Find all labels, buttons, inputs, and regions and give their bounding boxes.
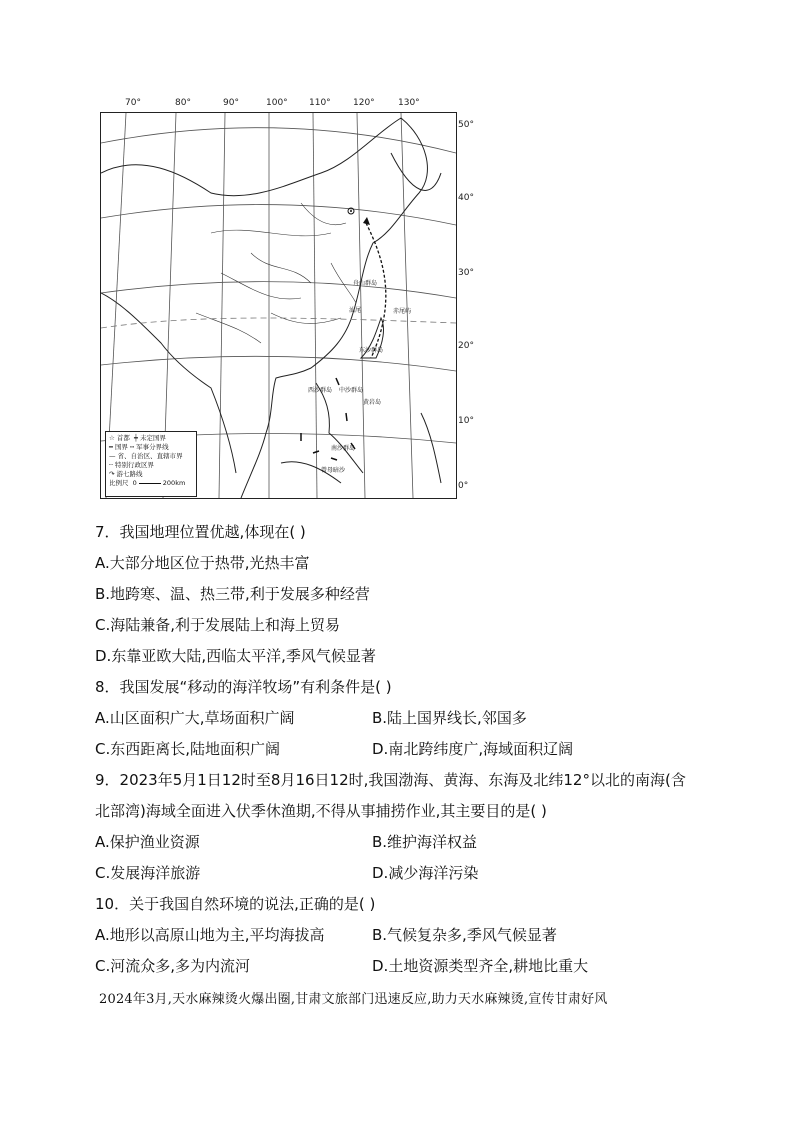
question-number: 8． [95,678,120,696]
legend-route: 游七路线 [116,470,143,478]
question-text: 我国地理位置优越,体现在( ) [119,523,306,541]
label-zhongsha: 中沙群岛 [339,387,364,394]
longitude-label: 90° [223,98,239,108]
military-line-icon: ┅ [130,443,134,451]
label-huangyan: 黄岩岛 [363,399,382,406]
map-legend [105,431,197,497]
longitude-label: 130° [398,98,420,108]
latitude-label: 40° [458,193,474,203]
longitude-label: 80° [175,98,191,108]
legend-provincial-border: 省、自治区、直辖市界 [117,452,183,460]
question-7 [95,522,306,542]
question-text: 我国发展“移动的海洋牧场”有利条件是( ) [119,678,392,696]
latitude-label: 10° [458,416,474,426]
map-figure [100,98,472,500]
option-9d: D.减少海洋污染 [372,864,479,882]
option-9a: A.保护渔业资源 [95,833,200,851]
latitude-label: 20° [458,341,474,351]
legend-scale-label: 比例尺 [109,479,129,487]
provincial-line-icon: — [109,452,116,460]
undetermined-border-icon: ┿ [134,434,138,442]
longitude-label: 120° [353,98,375,108]
label-chiwei: 赤尾屿 [393,308,412,315]
label-dongsha: 东沙群岛 [359,347,384,354]
question-number: 7． [95,523,120,541]
question-8 [95,677,392,697]
label-xisha: 西沙群岛 [308,387,333,394]
scale-bar [139,483,161,484]
option-8b: B.陆上国界线长,邻国多 [372,709,527,727]
legend-scale-zero: 0 [132,479,137,487]
option-7d: D.东靠亚欧大陆,西临太平洋,季风气候显著 [95,647,376,665]
option-10d: D.土地资源类型齐全,耕地比重大 [372,957,589,975]
legend-sar-border: 特别行政区界 [115,461,154,469]
option-10b: B.气候复杂多,季风气候显著 [372,926,557,944]
option-8d: D.南北跨纬度广,海域面积辽阔 [372,740,574,758]
label-zengmu: 曾母暗沙 [321,467,346,474]
passage-intro-text: 2024年3月,天水麻辣烫火爆出圈,甘肃文旅部门迅速反应,助力天水麻辣烫,宣传甘肃好风 [99,992,608,1007]
label-zhoushan: 舟山群岛 [353,280,378,287]
star-icon: ☆ [109,434,115,442]
question-9-continued: 北部湾)海域全面进入伏季休渔期,不得从事捕捞作业,其主要目的是( ) [95,802,547,820]
border-line-icon: ━ [109,443,113,451]
question-number: 9． [95,771,120,789]
option-10a: A.地形以高原山地为主,平均海拔高 [95,926,325,944]
latitude-label: 30° [458,268,474,278]
option-9c: C.发展海洋旅游 [95,864,201,882]
question-number: 10． [95,895,130,913]
option-7c: C.海陆兼备,利于发展陆上和海上贸易 [95,616,341,634]
question-9 [95,770,686,790]
legend-scale-value: 200km [162,479,186,487]
route-arrow-icon: ↷ [109,470,115,478]
legend-national-border: 国界 [115,443,128,451]
question-text: 2023年5月1日12时至8月16日12时,我国渤海、黄海、东海及北纬12°以北的南海(含 [119,771,686,789]
option-7a: A.大部分地区位于热带,光热丰富 [95,554,310,572]
longitude-label: 70° [125,98,141,108]
label-shanwei: 汕尾 [349,307,362,314]
longitude-label: 110° [309,98,331,108]
question-text: 关于我国自然环境的说法,正确的是( ) [129,895,376,913]
option-9b: B.维护海洋权益 [372,833,478,851]
option-8a: A.山区面积广大,草场面积广阔 [95,709,295,727]
legend-capital: 首都 [116,434,130,442]
question-10 [95,894,375,914]
longitude-label: 100° [266,98,288,108]
option-8c: C.东西距离长,陆地面积广阔 [95,740,281,758]
latitude-label: 50° [458,120,474,130]
map-frame [100,112,457,499]
legend-undetermined-border: 未定国界 [140,434,167,442]
latitude-label: 0° [458,481,469,491]
legend-military-line: 军事分界线 [136,443,169,451]
option-10c: C.河流众多,多为内流河 [95,957,251,975]
label-nansha: 南沙群岛 [331,445,356,452]
sar-line-icon: ┄ [109,461,113,469]
option-7b: B.地跨寒、温、热三带,利于发展多种经营 [95,585,370,603]
